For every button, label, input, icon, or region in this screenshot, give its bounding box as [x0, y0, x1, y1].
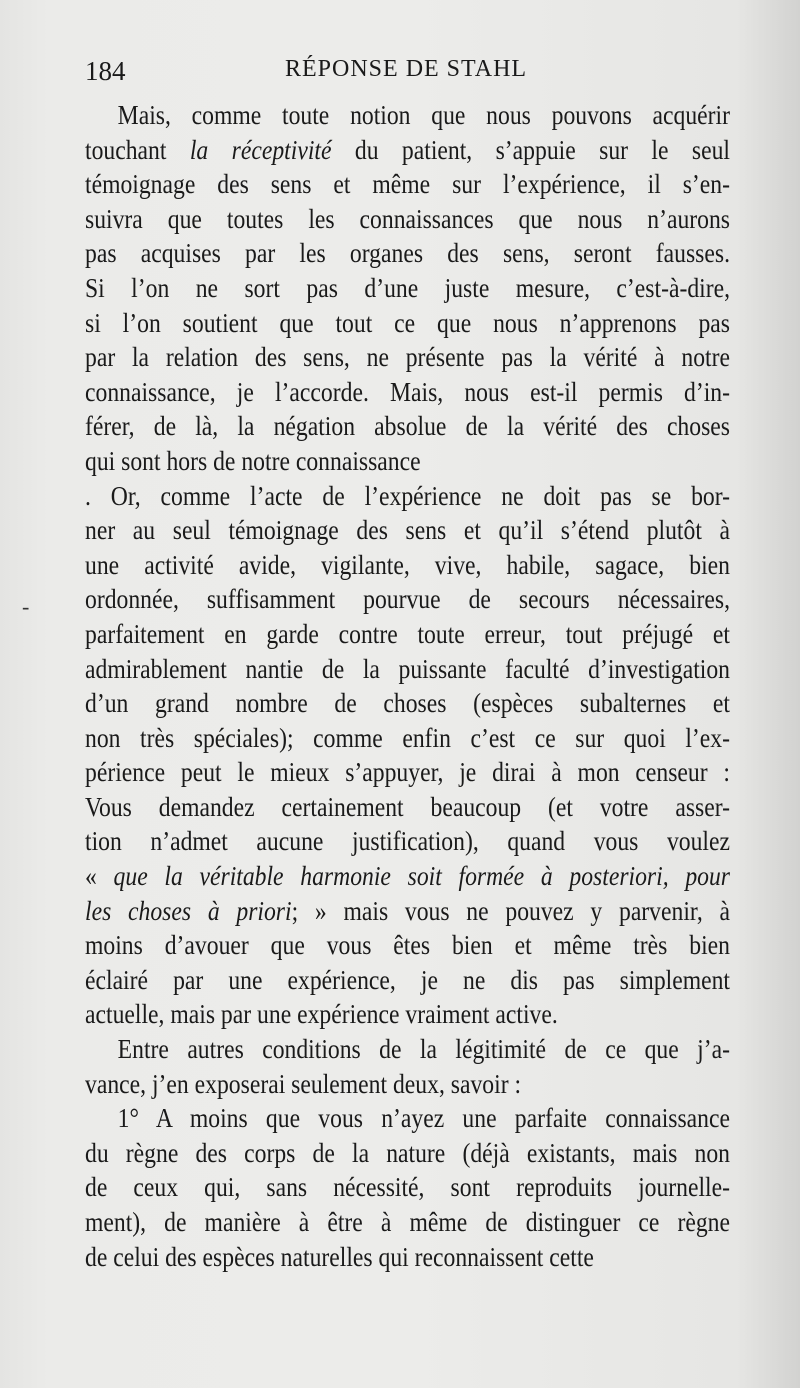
text-line — [85, 133, 730, 168]
text-segment: de celui des espèces naturelles qui reconnaissent cette — [85, 1240, 594, 1272]
text-line — [85, 271, 730, 306]
text-segment: 1° A moins que vous n’ayez une parfaite connaissance — [117, 1102, 731, 1134]
text-line — [85, 1067, 730, 1102]
text-segment: suivra que toutes les connaissances que nous n’aurons — [85, 202, 730, 234]
text-line — [85, 340, 730, 375]
text-segment: une activité avide, vigilante, vive, habile, sagace, bien — [85, 548, 730, 580]
text-segment: éclairé par une expérience, je ne dis pas simplement — [85, 963, 730, 995]
text-line — [85, 1240, 730, 1275]
italic-text: la réceptivité — [189, 133, 332, 165]
text-line — [85, 1170, 730, 1205]
page-number: 184 — [85, 56, 126, 86]
text-line — [85, 167, 730, 202]
text-segment: « — [85, 860, 114, 892]
text-segment: Vous demandez certainement beaucoup (et votre asser- — [85, 790, 730, 822]
text-segment: de ceux qui, sans nécessité, sont reproduits journelle- — [85, 1171, 730, 1203]
text-segment: ordonnée, suffisamment pourvue de secours nécessaires, — [85, 583, 730, 615]
text-line — [85, 1136, 730, 1171]
text-line — [85, 548, 730, 583]
text-line — [85, 790, 730, 825]
text-line — [85, 582, 730, 617]
paragraph — [85, 479, 731, 1033]
text-line — [85, 963, 730, 998]
text-segment: moins d’avouer que vous êtes bien et même très bien — [85, 929, 730, 961]
paragraph — [85, 98, 731, 479]
text-segment: d’un grand nombre de choses (espèces subalternes et — [85, 687, 730, 719]
body-text — [85, 98, 731, 1274]
text-segment: vance, j’en exposerai seulement deux, savoir : — [85, 1067, 522, 1099]
text-line — [85, 98, 730, 133]
text-line — [85, 652, 730, 687]
text-segment: Entre autres conditions de la légitimité de ce que j’a- — [117, 1033, 731, 1065]
text-line — [85, 513, 730, 548]
text-segment: actuelle, mais par une expérience vraiment active. — [85, 998, 558, 1030]
text-segment: Mais, comme toute notion que nous pouvons acquérir — [117, 99, 731, 130]
text-segment: tion n’admet aucune justification), quand vous voulez — [85, 825, 730, 857]
text-line — [85, 617, 730, 652]
text-line — [85, 306, 730, 341]
text-line — [85, 859, 730, 894]
text-segment: du règne des corps de la nature (déjà existants, mais non — [85, 1136, 730, 1168]
text-line — [85, 997, 730, 1032]
text-segment: touchant — [85, 133, 190, 165]
paragraph — [85, 1032, 731, 1101]
text-line — [85, 479, 730, 514]
text-segment: pas acquises par les organes des sens, seront fausses. — [85, 237, 730, 269]
italic-text: les choses à priori — [85, 894, 292, 926]
page-header — [85, 56, 725, 96]
paragraph — [85, 1101, 731, 1274]
text-segment: admirablement nantie de la puissante faculté d’investigation — [85, 652, 730, 684]
text-segment: Si l’on ne sort pas d’une juste mesure, c’est-à-dire, — [85, 271, 730, 303]
text-line — [85, 444, 730, 479]
text-segment: périence peut le mieux s’appuyer, je dirai à mon censeur : — [85, 756, 730, 788]
margin-mark: - — [22, 594, 30, 619]
text-line — [85, 409, 730, 444]
text-line — [85, 375, 730, 410]
text-line — [85, 236, 730, 271]
text-segment: par la relation des sens, ne présente pas la vérité à notre — [85, 341, 730, 373]
text-line — [85, 894, 730, 929]
text-line — [85, 824, 730, 859]
text-line — [85, 928, 730, 963]
text-segment: ment), de manière à être à même de distinguer ce règne — [85, 1206, 730, 1237]
text-line — [85, 1101, 730, 1136]
text-line — [85, 1205, 730, 1240]
text-segment: parfaitement en garde contre toute erreur, tout préjugé et — [85, 617, 730, 649]
running-title: RÉPONSE DE STAHL — [285, 56, 528, 82]
text-segment: connaissance, je l’accorde. Mais, nous est-il permis d’in- — [85, 375, 730, 407]
text-segment: férer, de là, la négation absolue de la vérité des choses — [85, 410, 730, 442]
text-segment: si l’on soutient que tout ce que nous n’apprenons pas — [85, 306, 730, 338]
text-line — [85, 1032, 730, 1067]
text-segment: témoignage des sens et même sur l’expérience, il s’en- — [85, 168, 730, 200]
text-segment: du patient, s’appuie sur le seul — [331, 133, 731, 165]
italic-text: que la véritable harmonie soit formée à posteriori, pour — [113, 860, 731, 892]
text-segment: . Or, comme l’acte de l’expérience ne doit pas se bor- — [85, 479, 730, 511]
text-segment: non très spéciales); comme enfin c’est ce sur quoi l’ex- — [85, 721, 730, 753]
text-line — [85, 755, 730, 790]
text-line — [85, 686, 730, 721]
text-segment: ner au seul témoignage des sens et qu’il s’étend plutôt à — [85, 514, 730, 546]
text-line — [85, 721, 730, 756]
text-segment: qui sont hors de notre connaissance — [85, 444, 421, 476]
text-segment: ; » mais vous ne pouvez y parvenir, à — [291, 894, 730, 926]
text-line — [85, 202, 730, 237]
